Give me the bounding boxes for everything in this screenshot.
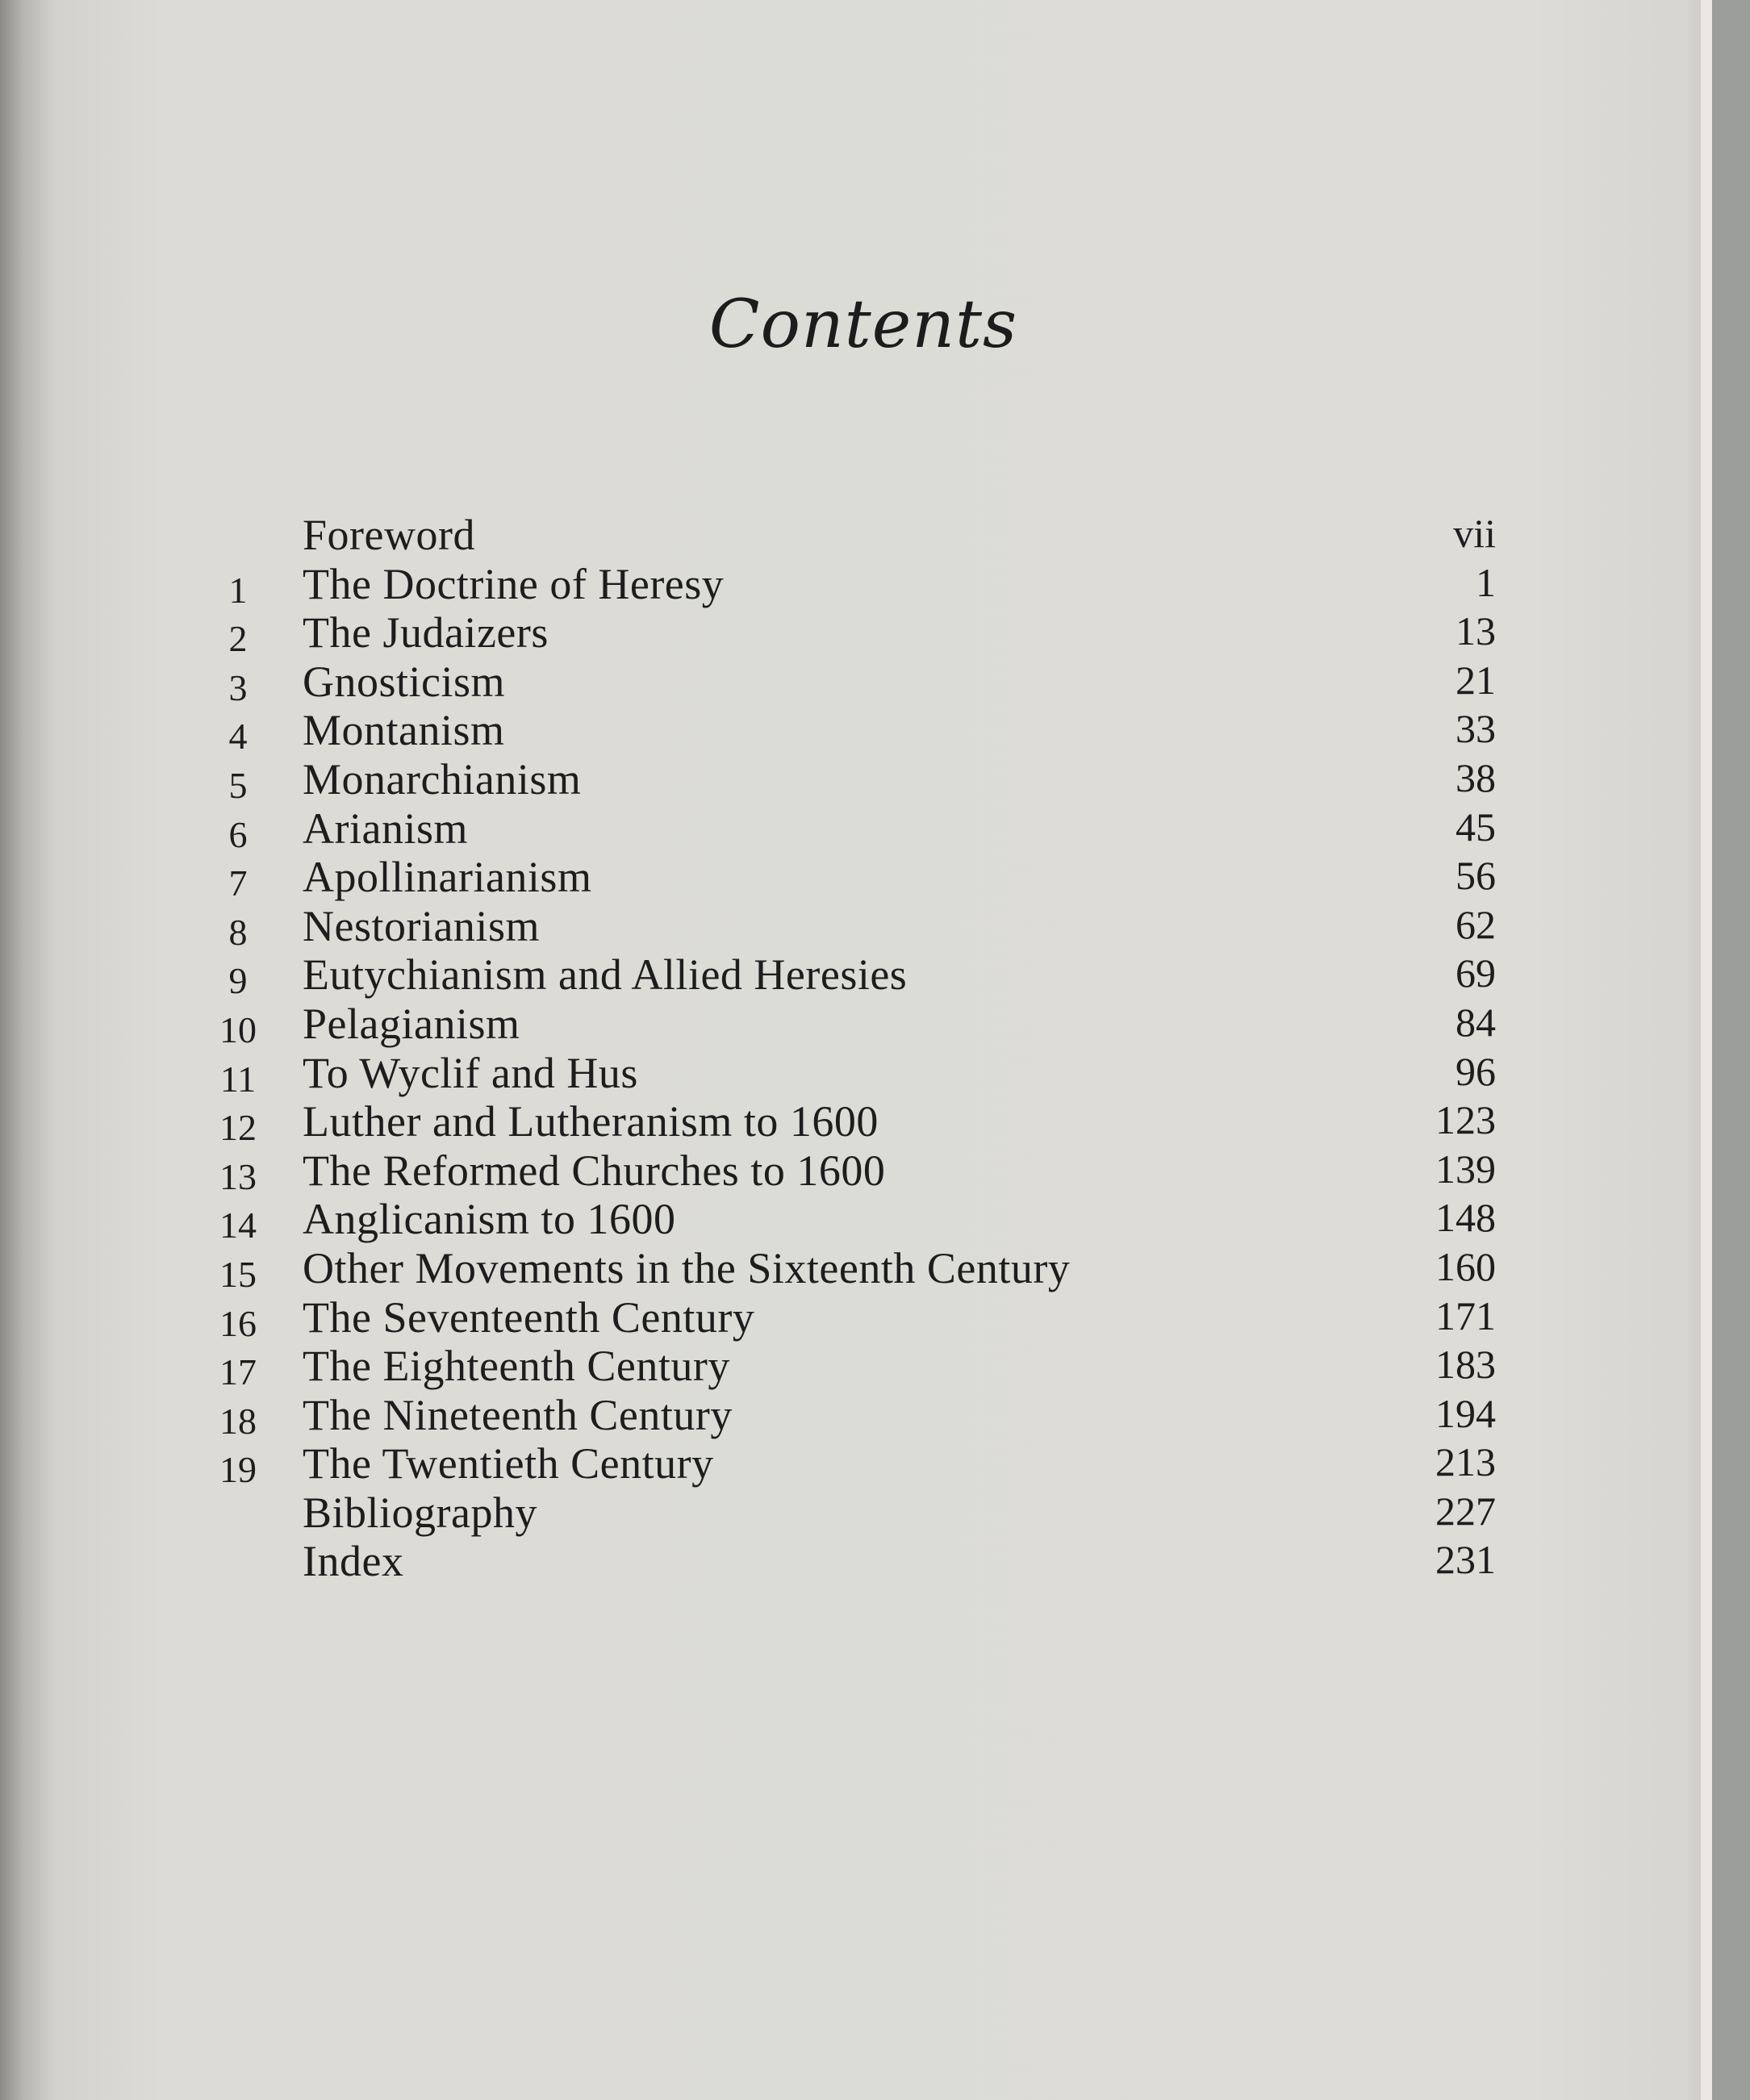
page-number: 231 [1435, 1537, 1496, 1583]
chapter-number: 5 [228, 764, 248, 806]
chapter-title: The Nineteenth Century [303, 1390, 733, 1439]
chapter-title: Apollinarianism [303, 853, 592, 902]
toc-entry [0, 1488, 1710, 1537]
page-number: 38 [1456, 754, 1496, 800]
page-number: 33 [1456, 706, 1496, 752]
chapter-title: Other Movements in the Sixteenth Century [303, 1243, 1071, 1292]
chapter-number: 11 [219, 1058, 257, 1100]
chapter-title: Index [303, 1537, 404, 1586]
chapter-number: 4 [228, 716, 248, 758]
chapter-number: 1 [228, 569, 248, 611]
chapter-title: The Reformed Churches to 1600 [303, 1146, 886, 1195]
page-number: 96 [1456, 1048, 1496, 1094]
toc-entry [0, 1341, 1710, 1393]
page-number: 13 [1456, 608, 1496, 654]
chapter-number: 3 [228, 666, 248, 708]
page-number: 69 [1456, 950, 1496, 996]
chapter-title: Luther and Lutheranism to 1600 [303, 1097, 879, 1146]
chapter-title: The Judaizers [303, 608, 549, 658]
page-number: vii [1453, 511, 1496, 556]
chapter-number: 15 [219, 1253, 257, 1295]
page-number: 84 [1456, 999, 1496, 1045]
chapter-number: 8 [228, 911, 248, 953]
page-number: 213 [1435, 1439, 1496, 1485]
toc-entry [0, 1048, 1710, 1100]
chapter-title: Bibliography [303, 1488, 537, 1537]
page-number: 21 [1456, 657, 1496, 703]
page-number: 45 [1456, 804, 1496, 850]
toc-entry [0, 1390, 1710, 1442]
toc-entry [0, 559, 1710, 611]
toc-entry [0, 1243, 1710, 1295]
chapter-number: 17 [219, 1351, 257, 1393]
chapter-title: Montanism [303, 706, 505, 755]
toc-entry [0, 1438, 1710, 1491]
page-title: Contents [708, 286, 1018, 363]
chapter-number: 16 [219, 1302, 257, 1344]
chapter-number: 10 [219, 1008, 257, 1050]
chapter-title: The Twentieth Century [303, 1439, 714, 1488]
toc-entry [0, 1536, 1710, 1585]
toc-entry [0, 804, 1710, 853]
toc-entry [0, 999, 1710, 1048]
toc-entry [0, 852, 1710, 904]
page-number: 123 [1435, 1097, 1496, 1143]
chapter-title: The Eighteenth Century [303, 1342, 730, 1391]
chapter-title: Monarchianism [303, 754, 582, 804]
toc-entry [0, 705, 1710, 758]
page-number: 56 [1456, 853, 1496, 899]
chapter-title: Anglicanism to 1600 [303, 1195, 676, 1244]
chapter-title: Eutychianism and Allied Heresies [303, 950, 908, 1000]
toc-entry [0, 657, 1710, 706]
chapter-number: 18 [219, 1400, 257, 1442]
chapter-number: 2 [228, 618, 248, 660]
toc-entry [0, 1146, 1710, 1195]
chapter-title: The Doctrine of Heresy [303, 559, 725, 608]
page-number: 160 [1435, 1243, 1496, 1289]
chapter-number: 9 [228, 960, 248, 1002]
chapter-number: 13 [219, 1155, 257, 1197]
chapter-title: To Wyclif and Hus [303, 1048, 638, 1097]
chapter-number: 12 [219, 1107, 257, 1149]
chapter-number: 6 [228, 813, 248, 855]
toc-entry [0, 901, 1710, 953]
chapter-title: Nestorianism [303, 901, 540, 950]
toc-entry [0, 1292, 1710, 1342]
toc-entry [0, 1096, 1710, 1149]
toc-entry [0, 1194, 1710, 1246]
table-of-contents [0, 510, 1710, 1585]
chapter-title: Foreword [303, 511, 475, 559]
page-number: 62 [1456, 901, 1496, 947]
page-number: 183 [1435, 1342, 1496, 1388]
chapter-number: 7 [228, 862, 248, 904]
chapter-title: Gnosticism [303, 657, 506, 706]
page-number: 227 [1435, 1488, 1496, 1534]
toc-entry [0, 754, 1710, 804]
chapter-title: Pelagianism [303, 999, 520, 1048]
chapter-title: Arianism [303, 804, 468, 853]
toc-entry [0, 950, 1710, 1002]
chapter-number: 19 [219, 1449, 257, 1491]
chapter-number: 14 [219, 1204, 257, 1246]
page-number: 171 [1435, 1292, 1496, 1338]
toc-entry [0, 607, 1710, 660]
chapter-title: The Seventeenth Century [303, 1292, 755, 1342]
page-number: 194 [1435, 1390, 1496, 1436]
toc-entry [0, 510, 1710, 559]
page-number: 1 [1476, 559, 1496, 605]
page-number: 139 [1435, 1146, 1496, 1192]
page-number: 148 [1435, 1195, 1496, 1241]
